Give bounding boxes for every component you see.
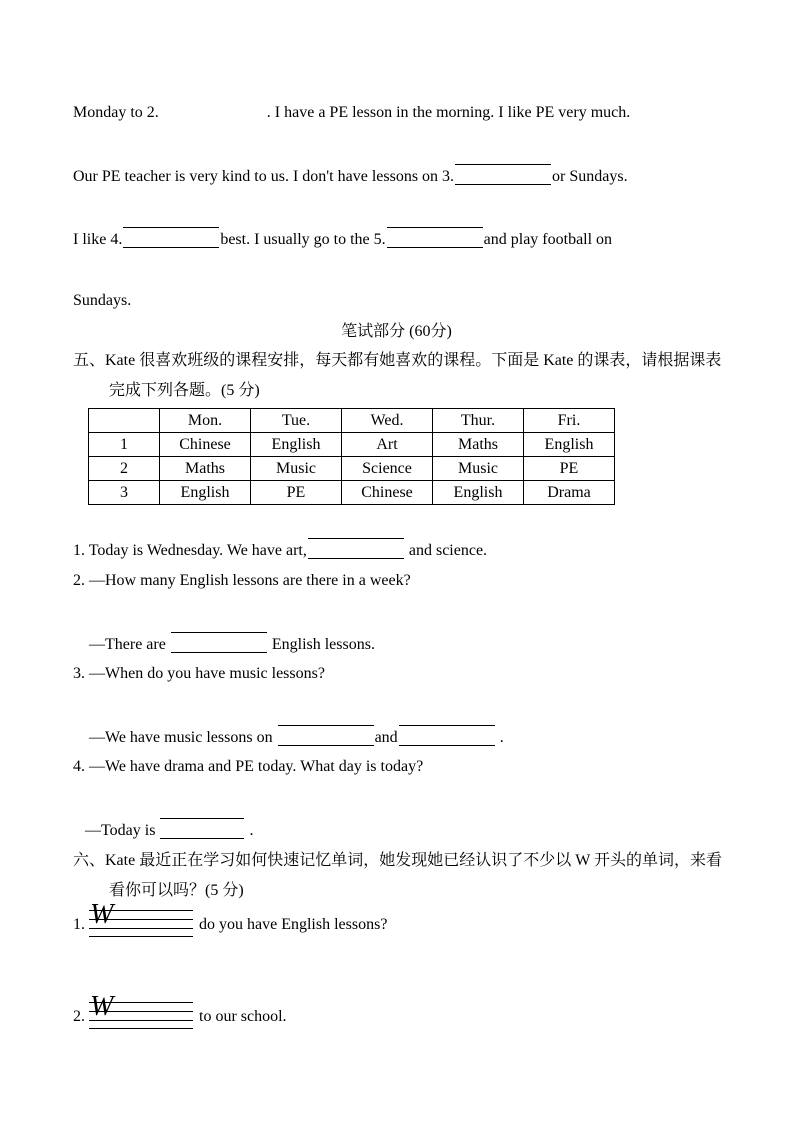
timetable-header-row — [89, 409, 615, 433]
question-text: 1. Today is Wednesday. We have art, — [73, 542, 307, 559]
handwritten-w: W — [90, 899, 114, 930]
answer-blank-q3b — [399, 725, 495, 746]
passage-line-1 — [73, 102, 630, 123]
fill-blank-5 — [387, 227, 483, 248]
answer-text: . — [249, 822, 254, 839]
question-text: 3. —When do you have music lessons? — [73, 665, 325, 682]
timetable-cell: Science — [342, 457, 433, 481]
grid-line — [89, 936, 193, 937]
timetable-cell: Maths — [160, 457, 251, 481]
timetable-row — [89, 481, 615, 505]
passage-text: Sundays. — [73, 292, 132, 309]
passage-text: Our PE teacher is very kind to us. I don't have lessons on 3. — [73, 168, 455, 185]
section6-question-1 — [73, 899, 388, 937]
question-1 — [73, 538, 487, 561]
passage-text: I like 4. — [73, 231, 123, 248]
written-section-title: 笔试部分 (60分) — [341, 323, 452, 340]
answer-blank-q4 — [160, 818, 244, 839]
grid-line — [89, 1028, 193, 1029]
answer-blank-q2 — [171, 632, 267, 653]
timetable-cell: 3 — [89, 481, 160, 505]
timetable — [88, 408, 615, 505]
writing-grid-1 — [89, 899, 193, 937]
timetable-cell: English — [524, 433, 615, 457]
timetable-cell: Chinese — [160, 433, 251, 457]
question-number: 2. — [73, 1008, 85, 1025]
timetable-cell: Wed. — [342, 409, 433, 433]
question-text: 4. —We have drama and PE today. What day is today? — [73, 758, 424, 775]
timetable-cell: Fri. — [524, 409, 615, 433]
section5-heading-line1: 五、Kate 很喜欢班级的课程安排，每天都有她喜欢的课程。下面是 Kate 的课表，请根据课表 — [73, 352, 722, 369]
question-text: do you have English lessons? — [199, 916, 388, 933]
timetable-cell: Art — [342, 433, 433, 457]
writing-grid-2 — [89, 991, 193, 1029]
answer-text: English lessons. — [271, 636, 375, 653]
question-number: 1. — [73, 916, 85, 933]
timetable-cell: 2 — [89, 457, 160, 481]
timetable-cell: Drama — [524, 481, 615, 505]
question-4 — [73, 756, 423, 777]
passage-text: . I have a PE lesson in the morning. I like PE very much. — [266, 104, 631, 121]
passage-line-3 — [73, 227, 612, 250]
answer-text: . — [499, 729, 504, 746]
timetable-cell: Chinese — [342, 481, 433, 505]
answer-blank-q3a — [278, 725, 374, 746]
timetable-cell: PE — [524, 457, 615, 481]
question-2 — [73, 570, 411, 591]
answer-3 — [89, 725, 504, 748]
timetable-cell: English — [160, 481, 251, 505]
answer-text: and — [374, 729, 398, 746]
answer-text: —There are — [89, 636, 166, 653]
passage-line-2 — [73, 164, 628, 187]
passage-text: best. I usually go to the 5. — [220, 231, 386, 248]
timetable-cell: Music — [433, 457, 524, 481]
fill-blank-3 — [455, 164, 551, 185]
question-text: 2. —How many English lessons are there in a week? — [73, 572, 411, 589]
section6-heading-line1: 六、Kate 最近正在学习如何快速记忆单词，她发现她已经认识了不少以 W 开头的单词，来看 — [73, 852, 723, 869]
section6-heading-line2: 看你可以吗？(5 分) — [109, 882, 244, 899]
passage-text: Monday to 2. — [73, 104, 159, 121]
timetable-cell: English — [433, 481, 524, 505]
timetable-cell: English — [251, 433, 342, 457]
timetable-cell: PE — [251, 481, 342, 505]
timetable-cell: 1 — [89, 433, 160, 457]
timetable-row — [89, 433, 615, 457]
handwritten-w: W — [90, 991, 114, 1022]
answer-blank-q1 — [308, 538, 404, 559]
timetable-row — [89, 457, 615, 481]
timetable-cell: Maths — [433, 433, 524, 457]
fill-blank-4 — [123, 227, 219, 248]
timetable-cell: Music — [251, 457, 342, 481]
question-text: and science. — [408, 542, 488, 559]
timetable-cell: Tue. — [251, 409, 342, 433]
answer-text: —Today is — [85, 822, 156, 839]
timetable-cell: Mon. — [160, 409, 251, 433]
passage-line-4 — [73, 290, 131, 311]
timetable-cell: Thur. — [433, 409, 524, 433]
question-3 — [73, 663, 325, 684]
answer-text: —We have music lessons on — [89, 729, 273, 746]
answer-2 — [89, 632, 375, 655]
question-text: to our school. — [199, 1008, 287, 1025]
timetable-cell — [89, 409, 160, 433]
passage-text: and play football on — [483, 231, 613, 248]
section5-heading-line2: 完成下列各题。(5 分) — [109, 382, 260, 399]
passage-text: or Sundays. — [552, 168, 628, 185]
section6-question-2 — [73, 991, 287, 1029]
answer-4 — [85, 818, 253, 841]
